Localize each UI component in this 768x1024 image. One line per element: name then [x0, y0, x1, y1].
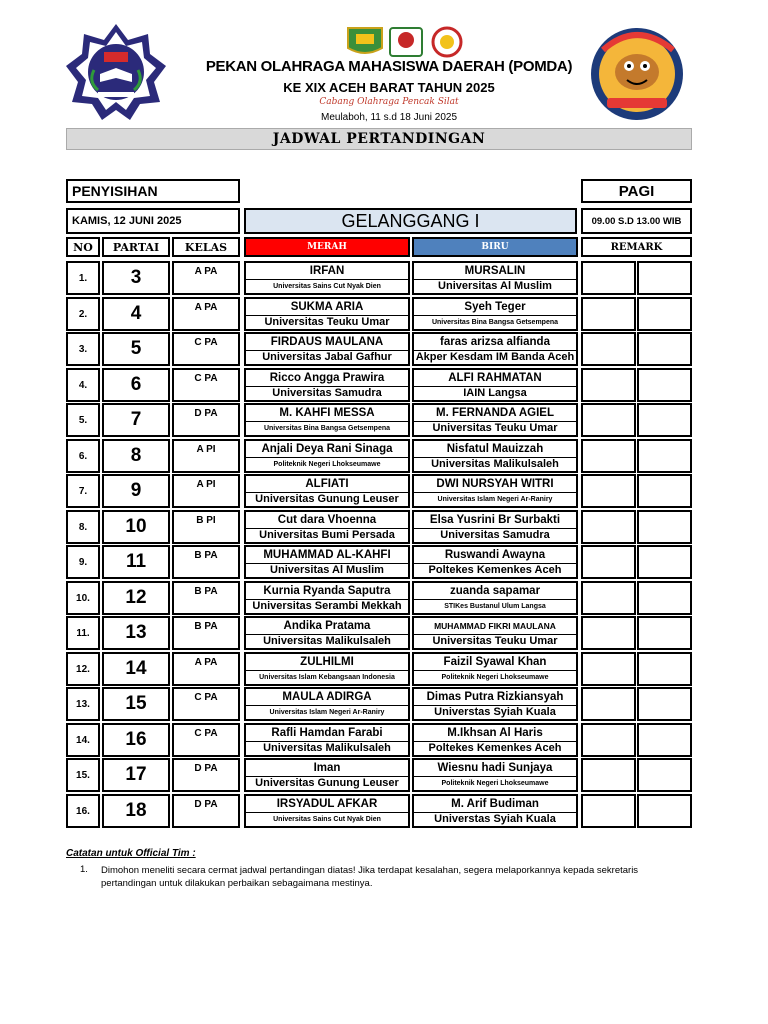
- blue-corner-cell: [412, 368, 578, 402]
- partai-number: 16: [102, 723, 170, 757]
- blue-athlete-name: Wiesnu hadi Sunjaya: [414, 760, 576, 777]
- blue-corner-cell: [412, 652, 578, 686]
- blue-corner-cell: [412, 297, 578, 331]
- remark-cell-1[interactable]: [581, 723, 636, 757]
- partai-number: 11: [102, 545, 170, 579]
- blue-corner-cell: [412, 758, 578, 792]
- red-athlete-name: MUHAMMAD AL-KAHFI: [246, 547, 408, 564]
- remark-cell-1[interactable]: [581, 297, 636, 331]
- red-athlete-university: Universitas Al Muslim: [270, 564, 384, 576]
- kelas-label: A PI: [172, 439, 240, 473]
- event-subtitle: KE XIX ACEH BARAT TAHUN 2025: [283, 80, 495, 95]
- table-row: [0, 687, 768, 721]
- table-row: [0, 332, 768, 366]
- session-box: [581, 179, 692, 203]
- partai-number: 5: [102, 332, 170, 366]
- table-row: [0, 261, 768, 295]
- blue-athlete-name: Elsa Yusrini Br Surbakti: [414, 512, 576, 529]
- red-corner-cell: [244, 297, 410, 331]
- kelas-label: C PA: [172, 332, 240, 366]
- blue-athlete-university: IAIN Langsa: [463, 387, 527, 399]
- table-row: [0, 439, 768, 473]
- red-corner-cell: [244, 332, 410, 366]
- remark-cell-2[interactable]: [637, 616, 692, 650]
- red-corner-cell: [244, 474, 410, 508]
- blue-athlete-name: Dimas Putra Rizkiansyah: [414, 689, 576, 706]
- partai-number: 10: [102, 510, 170, 544]
- date-box: [66, 208, 240, 234]
- sport-branch: Cabang Olahraga Pencak Silat: [319, 97, 459, 107]
- sponsor-logos: [346, 26, 466, 58]
- red-athlete-name: Anjali Deya Rani Sinaga: [246, 441, 408, 458]
- blue-corner-cell: [412, 545, 578, 579]
- event-title: PEKAN OLAHRAGA MAHASISWA DAERAH (POMDA): [205, 58, 573, 75]
- note-number: 1.: [80, 864, 88, 875]
- red-athlete-university: Universitas Gunung Leuser: [255, 777, 399, 789]
- kelas-label: B PA: [172, 616, 240, 650]
- red-corner-cell: [244, 261, 410, 295]
- blue-athlete-university: Universtas Syiah Kuala: [434, 813, 556, 825]
- red-corner-cell: [244, 403, 410, 437]
- partai-number: 18: [102, 794, 170, 828]
- red-corner-cell: [244, 510, 410, 544]
- red-athlete-university: Politeknik Negeri Lhokseumawe: [273, 460, 381, 468]
- red-athlete-name: FIRDAUS MAULANA: [246, 334, 408, 351]
- table-row: [0, 723, 768, 757]
- remark-cell-1[interactable]: [581, 581, 636, 615]
- kelas-label: B PA: [172, 581, 240, 615]
- kelas-label: C PA: [172, 368, 240, 402]
- blue-athlete-name: DWI NURSYAH WITRI: [414, 476, 576, 493]
- red-athlete-university: Universitas Sains Cut Nyak Dien: [273, 815, 381, 823]
- date-label: KAMIS, 12 JUNI 2025: [72, 215, 182, 227]
- table-row: [0, 758, 768, 792]
- blue-corner-cell: [412, 474, 578, 508]
- remark-cell-2[interactable]: [637, 474, 692, 508]
- blue-athlete-name: Faizil Syawal Khan: [414, 654, 576, 671]
- blue-athlete-university: Universitas Teuku Umar: [432, 422, 558, 434]
- table-row: [0, 616, 768, 650]
- red-athlete-name: ZULHILMI: [246, 654, 408, 671]
- blue-athlete-university: STIKes Bustanul Ulum Langsa: [444, 602, 546, 610]
- blue-corner-cell: [412, 510, 578, 544]
- blue-athlete-university: Poltekes Kemenkes Aceh: [428, 742, 562, 754]
- col-header-kelas: KELAS: [172, 237, 240, 257]
- red-athlete-university: Universitas Malikulsaleh: [263, 742, 391, 754]
- table-row: [0, 474, 768, 508]
- red-corner-cell: [244, 545, 410, 579]
- row-number: 15.: [66, 758, 100, 792]
- col-header-remark: REMARK: [581, 237, 692, 257]
- table-row: [0, 368, 768, 402]
- blue-athlete-name: faras arizsa alfianda: [414, 334, 576, 351]
- red-athlete-university: Universitas Jabal Gafhur: [262, 351, 392, 363]
- red-corner-cell: [244, 652, 410, 686]
- blue-corner-cell: [412, 332, 578, 366]
- remark-cell-1[interactable]: [581, 474, 636, 508]
- blue-corner-cell: [412, 687, 578, 721]
- kelas-label: B PI: [172, 510, 240, 544]
- remark-cell-2[interactable]: [637, 261, 692, 295]
- kelas-label: C PA: [172, 687, 240, 721]
- blue-athlete-university: Politeknik Negeri Lhokseumawe: [441, 673, 549, 681]
- schedule-banner: JADWAL PERTANDINGAN: [66, 128, 692, 150]
- blue-athlete-university: Universitas Teuku Umar: [432, 635, 558, 647]
- col-header-partai: PARTAI: [102, 237, 170, 257]
- red-corner-cell: [244, 439, 410, 473]
- red-athlete-university: Universitas Malikulsaleh: [263, 635, 391, 647]
- kelas-label: B PA: [172, 545, 240, 579]
- blue-corner-cell: [412, 581, 578, 615]
- remark-cell-1[interactable]: [581, 545, 636, 579]
- blue-athlete-name: MUHAMMAD FIKRI MAULANA: [414, 618, 576, 635]
- red-corner-cell: [244, 723, 410, 757]
- blue-athlete-university: Universitas Al Muslim: [438, 280, 552, 292]
- red-athlete-name: Andika Pratama: [246, 618, 408, 635]
- row-number: 8.: [66, 510, 100, 544]
- partai-number: 6: [102, 368, 170, 402]
- red-athlete-university: Universitas Bumi Persada: [259, 529, 395, 541]
- remark-cell-2[interactable]: [637, 545, 692, 579]
- remark-cell-1[interactable]: [581, 261, 636, 295]
- blue-athlete-university: Universitas Islam Negeri Ar-Raniry: [437, 495, 553, 503]
- row-number: 9.: [66, 545, 100, 579]
- remark-cell-2[interactable]: [637, 510, 692, 544]
- red-athlete-university: Universitas Teuku Umar: [264, 316, 390, 328]
- partai-number: 4: [102, 297, 170, 331]
- remark-cell-1[interactable]: [581, 652, 636, 686]
- partai-number: 15: [102, 687, 170, 721]
- blue-corner-cell: [412, 616, 578, 650]
- row-number: 7.: [66, 474, 100, 508]
- row-number: 11.: [66, 616, 100, 650]
- red-athlete-university: Universitas Islam Negeri Ar-Raniry: [269, 708, 385, 716]
- partai-number: 7: [102, 403, 170, 437]
- red-corner-cell: [244, 581, 410, 615]
- remark-cell-1[interactable]: [581, 616, 636, 650]
- red-corner-cell: [244, 616, 410, 650]
- partai-number: 8: [102, 439, 170, 473]
- stage-label: PENYISIHAN: [72, 183, 158, 199]
- blue-athlete-university: Universitas Bina Bangsa Getsempena: [431, 318, 559, 326]
- blue-corner-cell: [412, 439, 578, 473]
- red-athlete-name: Ricco Angga Prawira: [246, 370, 408, 387]
- remark-cell-2[interactable]: [637, 439, 692, 473]
- remark-cell-2[interactable]: [637, 368, 692, 402]
- row-number: 14.: [66, 723, 100, 757]
- red-athlete-university: Universitas Sains Cut Nyak Dien: [273, 282, 381, 290]
- kelas-label: D PA: [172, 794, 240, 828]
- table-row: [0, 652, 768, 686]
- arena-label: GELANGGANG I: [341, 210, 480, 231]
- kelas-label: A PA: [172, 297, 240, 331]
- row-number: 6.: [66, 439, 100, 473]
- blue-athlete-name: zuanda sapamar: [414, 583, 576, 600]
- blue-athlete-name: M.Ikhsan Al Haris: [414, 725, 576, 742]
- blue-athlete-university: Poltekes Kemenkes Aceh: [428, 564, 562, 576]
- partai-number: 14: [102, 652, 170, 686]
- time-label: 09.00 S.D 13.00 WIB: [591, 215, 682, 227]
- red-athlete-university: Universitas Islam Kebangsaan Indonesia: [259, 673, 395, 681]
- remark-cell-1[interactable]: [581, 687, 636, 721]
- red-athlete-university: Universitas Samudra: [272, 387, 382, 399]
- note-text: Dimohon meneliti secara cermat jadwal pertandingan diatas! Jika terdapat kesalahan, segera melaporkannya kepada sekretaris pertandingan untuk dilakukan perbaikan sebagaimana mestinya.: [101, 865, 639, 889]
- remark-cell-2[interactable]: [637, 794, 692, 828]
- remark-cell-2[interactable]: [637, 403, 692, 437]
- col-header-merah: MERAH: [244, 237, 410, 257]
- notes-title: Catatan untuk Official Tim :: [66, 848, 196, 859]
- blue-corner-cell: [412, 403, 578, 437]
- blue-athlete-university: Akper Kesdam IM Banda Aceh: [415, 351, 575, 363]
- blue-corner-cell: [412, 261, 578, 295]
- blue-athlete-name: Nisfatul Mauizzah: [414, 441, 576, 458]
- row-number: 3.: [66, 332, 100, 366]
- red-athlete-name: Cut dara Vhoenna: [246, 512, 408, 529]
- red-athlete-name: SUKMA ARIA: [246, 299, 408, 316]
- remark-cell-2[interactable]: [637, 581, 692, 615]
- red-athlete-university: Universitas Serambi Mekkah: [252, 600, 402, 612]
- table-row: [0, 545, 768, 579]
- kelas-label: D PA: [172, 758, 240, 792]
- row-number: 4.: [66, 368, 100, 402]
- kelas-label: A PI: [172, 474, 240, 508]
- row-number: 10.: [66, 581, 100, 615]
- red-athlete-university: Universitas Gunung Leuser: [255, 493, 399, 505]
- table-row: [0, 297, 768, 331]
- session-label: PAGI: [618, 182, 655, 200]
- col-header-biru: BIRU: [412, 237, 578, 257]
- remark-cell-2[interactable]: [637, 652, 692, 686]
- stage-box: [66, 179, 240, 203]
- blue-corner-cell: [412, 794, 578, 828]
- red-athlete-name: Iman: [246, 760, 408, 777]
- blue-athlete-university: Universitas Samudra: [440, 529, 550, 541]
- blue-athlete-university: Universtas Syiah Kuala: [434, 706, 556, 718]
- table-row: [0, 794, 768, 828]
- partai-number: 17: [102, 758, 170, 792]
- mascot-logo: [585, 20, 690, 125]
- remark-cell-1[interactable]: [581, 332, 636, 366]
- row-number: 16.: [66, 794, 100, 828]
- blue-athlete-name: M. Arif Budiman: [414, 796, 576, 813]
- row-number: 12.: [66, 652, 100, 686]
- remark-cell-2[interactable]: [637, 758, 692, 792]
- remark-cell-1[interactable]: [581, 368, 636, 402]
- kelas-label: D PA: [172, 403, 240, 437]
- blue-athlete-name: ALFI RAHMATAN: [414, 370, 576, 387]
- university-emblem-logo: [64, 22, 168, 122]
- remark-cell-1[interactable]: [581, 403, 636, 437]
- event-location-date: Meulaboh, 11 s.d 18 Juni 2025: [320, 112, 458, 123]
- red-athlete-name: MAULA ADIRGA: [246, 689, 408, 706]
- red-athlete-name: Rafli Hamdan Farabi: [246, 725, 408, 742]
- kelas-label: A PA: [172, 652, 240, 686]
- arena-box: [244, 208, 577, 234]
- red-corner-cell: [244, 368, 410, 402]
- row-number: 2.: [66, 297, 100, 331]
- red-athlete-university: Universitas Bina Bangsa Getsempena: [263, 424, 391, 432]
- blue-athlete-name: Syeh Teger: [414, 299, 576, 316]
- remark-cell-1[interactable]: [581, 439, 636, 473]
- time-box: [581, 208, 692, 234]
- partai-number: 13: [102, 616, 170, 650]
- remark-cell-2[interactable]: [637, 297, 692, 331]
- blue-athlete-university: Universitas Malikulsaleh: [431, 458, 559, 470]
- blue-athlete-university: Politeknik Negeri Lhokseumawe: [441, 779, 549, 787]
- remark-cell-1[interactable]: [581, 794, 636, 828]
- remark-cell-2[interactable]: [637, 723, 692, 757]
- col-header-no: NO: [66, 237, 100, 257]
- row-number: 1.: [66, 261, 100, 295]
- partai-number: 12: [102, 581, 170, 615]
- red-athlete-name: M. KAHFI MESSA: [246, 405, 408, 422]
- partai-number: 9: [102, 474, 170, 508]
- red-athlete-name: Kurnia Ryanda Saputra: [246, 583, 408, 600]
- row-number: 5.: [66, 403, 100, 437]
- table-row: [0, 510, 768, 544]
- blue-athlete-name: M. FERNANDA AGIEL: [414, 405, 576, 422]
- row-number: 13.: [66, 687, 100, 721]
- red-corner-cell: [244, 758, 410, 792]
- red-athlete-name: IRSYADUL AFKAR: [246, 796, 408, 813]
- table-row: [0, 403, 768, 437]
- remark-cell-1[interactable]: [581, 758, 636, 792]
- remark-cell-1[interactable]: [581, 510, 636, 544]
- kelas-label: C PA: [172, 723, 240, 757]
- blue-athlete-name: Ruswandi Awayna: [414, 547, 576, 564]
- red-athlete-name: ALFIATI: [246, 476, 408, 493]
- partai-number: 3: [102, 261, 170, 295]
- blue-corner-cell: [412, 723, 578, 757]
- remark-cell-2[interactable]: [637, 687, 692, 721]
- kelas-label: A PA: [172, 261, 240, 295]
- red-corner-cell: [244, 687, 410, 721]
- remark-cell-2[interactable]: [637, 332, 692, 366]
- blue-athlete-name: MURSALIN: [414, 263, 576, 280]
- red-athlete-name: IRFAN: [246, 263, 408, 280]
- red-corner-cell: [244, 794, 410, 828]
- table-row: [0, 581, 768, 615]
